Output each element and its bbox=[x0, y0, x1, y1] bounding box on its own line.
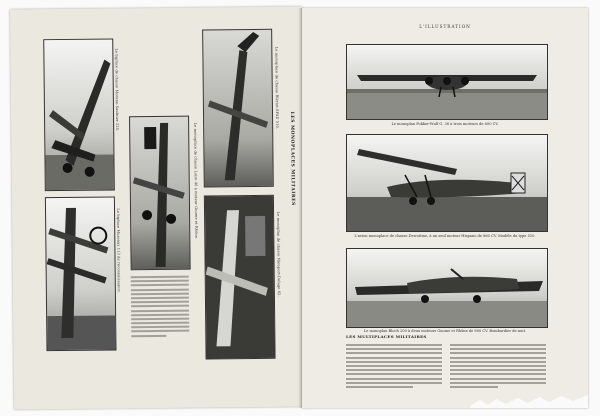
right-body-text-col1 bbox=[346, 344, 442, 390]
magazine-spread bbox=[12, 8, 590, 410]
caption-bomber: Le monoplan Bloch 200 à deux moteurs Gnome et Rhône de 800 CV. Bombardier de nuit. bbox=[363, 329, 527, 333]
aircraft-illustration bbox=[205, 196, 275, 359]
photo-monoplane-takeoff bbox=[202, 29, 274, 188]
aircraft-illustration bbox=[203, 30, 273, 187]
right-section-title: LES MULTIPLACES MILITAIRES bbox=[346, 334, 427, 339]
caption-fighter: L'avion monoplace de chasse Dewoitine, à un seul moteur Hispano de 860 CV. Modèle du type 510. bbox=[354, 234, 536, 238]
page-header: L'ILLUSTRATION bbox=[419, 24, 471, 29]
aircraft-illustration bbox=[130, 117, 190, 270]
caption-photo-2: Le biplace Mureaux 113 de reconnaissance. bbox=[116, 208, 121, 293]
caption-photo-3: Le monoplace de chasse Loire 46 à moteur Gnome et Rhône. bbox=[193, 122, 199, 240]
left-page bbox=[10, 6, 306, 409]
photo-biplane-ground-1 bbox=[43, 38, 115, 191]
caption-trimotor: Le monoplan Fokker-Wulf G. 38 à trois moteurs de 600 CV. bbox=[391, 122, 499, 126]
aircraft-illustration bbox=[347, 135, 547, 231]
caption-photo-5: Le monoplace de chasse Blériot-SPAD 510. bbox=[274, 46, 280, 130]
aircraft-illustration bbox=[347, 45, 547, 119]
right-page bbox=[302, 8, 588, 408]
left-body-text bbox=[131, 276, 190, 339]
caption-photo-6: Le monoplan de chasse Nieuport-Delage 62. bbox=[276, 211, 281, 297]
caption-photo-1: Le biplace de chasse Morane-Saulnier 225. bbox=[114, 48, 120, 132]
aircraft-illustration bbox=[347, 249, 547, 327]
photo-fighter-monoplane bbox=[346, 134, 548, 232]
photo-biplane-ground-2 bbox=[45, 196, 117, 351]
photo-hangar bbox=[204, 195, 276, 360]
left-section-title: LES MONOPLACES MILITAIRES bbox=[288, 111, 295, 206]
right-body-text-col2 bbox=[450, 344, 546, 390]
torn-corner bbox=[470, 394, 588, 408]
aircraft-illustration bbox=[44, 39, 114, 190]
photo-trimotor bbox=[346, 44, 548, 120]
photo-monoplane-fuselage bbox=[129, 116, 191, 271]
aircraft-illustration bbox=[46, 197, 116, 350]
photo-bomber bbox=[346, 248, 548, 328]
